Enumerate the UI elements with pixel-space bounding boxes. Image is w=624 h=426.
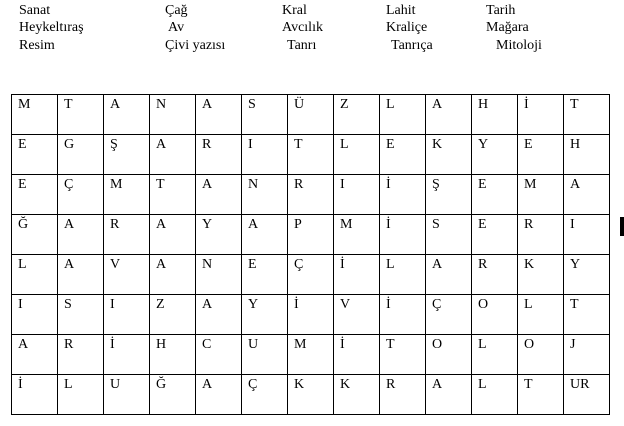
grid-row [12,375,610,415]
grid-cell-letter: N [202,257,213,272]
grid-cell-letter: A [64,217,75,232]
grid-cell-letter: A [202,177,213,192]
grid-cell-letter: U [248,337,259,352]
grid-cell [426,295,472,335]
grid-cell-letter: E [478,217,487,232]
grid-cell-letter: L [478,337,487,352]
grid-cell-letter: L [524,297,533,312]
grid-cell [150,335,196,375]
grid-row [12,135,610,175]
grid-cell [380,295,426,335]
grid-cell-letter: A [156,217,167,232]
grid-cell [150,215,196,255]
grid-cell [242,175,288,215]
word-list-item: Mitoloji [496,38,542,53]
grid-cell [58,255,104,295]
grid-cell-letter: A [432,377,443,392]
grid-cell [104,295,150,335]
grid-cell [334,375,380,415]
grid-cell-letter: R [478,257,488,272]
word-list-item: Tanrı [287,38,317,53]
grid-cell [564,95,610,135]
grid-cell-letter: A [110,97,121,112]
grid-cell [426,335,472,375]
grid-cell [150,95,196,135]
word-list-item: Tarih [486,3,516,18]
grid-cell-letter: Ç [64,177,74,192]
grid-cell-letter: L [18,257,27,272]
grid-cell [104,375,150,415]
grid-cell [12,255,58,295]
grid-cell-letter: I [340,177,345,192]
grid-cell-letter: Ş [432,177,440,192]
grid-cell-letter: A [64,257,75,272]
grid-cell [472,175,518,215]
grid-cell-letter: Y [570,257,581,272]
grid-cell-letter: R [202,137,212,152]
grid-cell-letter: A [18,337,29,352]
grid-cell [242,135,288,175]
grid-cell [150,295,196,335]
grid-cell [564,135,610,175]
grid-cell-letter: A [156,137,167,152]
grid-cell [12,135,58,175]
grid-cell-letter: E [18,177,27,192]
grid-cell [380,255,426,295]
grid-cell-letter: L [64,377,73,392]
grid-cell-letter: V [110,257,121,272]
grid-cell [58,215,104,255]
grid-cell-letter: E [478,177,487,192]
grid-cell [564,335,610,375]
edge-marker [620,217,624,236]
grid-cell [288,175,334,215]
grid-cell-letter: T [156,177,165,192]
grid-cell-letter: I [248,137,253,152]
grid-cell [12,335,58,375]
grid-cell-letter: Ğ [18,217,29,232]
grid-cell [472,255,518,295]
grid-cell [472,95,518,135]
grid-cell [196,375,242,415]
grid-cell-letter: L [386,257,395,272]
grid-cell-letter: O [432,337,443,352]
word-list-item: Kral [282,3,307,18]
grid-row [12,175,610,215]
word-list-item: Kraliçe [386,20,428,35]
grid-cell [334,135,380,175]
grid-cell-letter: G [64,137,75,152]
grid-cell-letter: İ [386,177,391,192]
grid-cell-letter: H [570,137,581,152]
grid-cell [334,255,380,295]
grid-cell [104,135,150,175]
grid-cell [196,215,242,255]
grid-cell-letter: İ [386,217,391,232]
grid-cell [518,335,564,375]
grid-cell [58,135,104,175]
grid-cell [518,375,564,415]
grid-cell-letter: A [432,97,443,112]
grid-cell [288,295,334,335]
grid-cell [196,255,242,295]
grid-cell [426,135,472,175]
grid-cell-letter: İ [524,97,529,112]
grid-cell [472,335,518,375]
word-list-item: Tanrıça [391,38,433,53]
grid-cell [518,135,564,175]
grid-cell-letter: İ [110,337,115,352]
grid-row [12,295,610,335]
grid-cell [58,175,104,215]
grid-cell-letter: H [478,97,489,112]
grid-cell-letter: S [64,297,72,312]
grid-cell-letter: A [202,377,213,392]
word-list-item: Çivi yazısı [165,38,226,53]
grid-cell [426,95,472,135]
grid-cell [518,175,564,215]
grid-cell [518,295,564,335]
grid-cell-letter: N [156,97,167,112]
grid-cell [334,175,380,215]
grid-cell [564,215,610,255]
grid-cell [472,215,518,255]
grid-cell [288,375,334,415]
grid-cell [12,375,58,415]
grid-cell [242,375,288,415]
grid-cell-letter: R [386,377,396,392]
grid-cell-letter: E [248,257,257,272]
grid-cell-letter: Ü [294,97,305,112]
grid-cell [380,215,426,255]
grid-cell [58,295,104,335]
grid-cell [334,215,380,255]
grid-cell [58,95,104,135]
grid-cell-letter: L [340,137,349,152]
grid-cell-letter: M [110,177,123,192]
word-list-item: Avcılık [282,20,323,35]
grid-cell-letter: M [294,337,307,352]
grid-cell [380,95,426,135]
grid-cell-letter: Ç [294,257,304,272]
grid-cell-letter: L [478,377,487,392]
grid-cell-letter: Y [478,137,489,152]
grid-cell-letter: R [110,217,120,232]
grid-cell [196,295,242,335]
grid-cell-letter: O [524,337,535,352]
grid-cell-letter: Y [248,297,259,312]
grid-cell-letter: K [340,377,351,392]
grid-cell-letter: M [18,97,31,112]
grid-cell-letter: Ş [110,137,118,152]
grid-cell-letter: A [248,217,259,232]
grid-row [12,255,610,295]
grid-cell-letter: M [524,177,537,192]
grid-cell [518,95,564,135]
grid-row [12,95,610,135]
grid-cell-letter: S [432,217,440,232]
grid-cell-letter: T [386,337,395,352]
grid-cell [150,175,196,215]
grid-cell [12,295,58,335]
grid-cell [564,255,610,295]
grid-row [12,335,610,375]
grid-cell-letter: I [570,217,575,232]
grid-cell-letter: Y [202,217,213,232]
grid-cell [426,175,472,215]
grid-cell-letter: C [202,337,212,352]
word-list-item: Resim [19,38,55,53]
grid-cell [334,95,380,135]
grid-cell [380,335,426,375]
grid-cell [196,95,242,135]
grid-cell [150,375,196,415]
grid-cell [426,215,472,255]
grid-cell [334,335,380,375]
grid-cell-letter: İ [340,257,345,272]
grid-cell [518,255,564,295]
grid-cell [472,375,518,415]
grid-cell [104,95,150,135]
grid-cell-letter: Z [156,297,165,312]
grid-cell [472,295,518,335]
grid-cell-letter: K [294,377,305,392]
grid-cell [242,335,288,375]
grid-cell [380,135,426,175]
grid-cell-letter: E [386,137,395,152]
grid-cell [380,175,426,215]
grid-cell [196,175,242,215]
grid-cell [564,175,610,215]
grid-cell [426,255,472,295]
grid-cell-letter: S [248,97,256,112]
grid-cell [104,175,150,215]
grid-cell-letter: Z [340,97,349,112]
grid-cell-letter: İ [294,297,299,312]
grid-cell [288,255,334,295]
grid-cell-letter: A [432,257,443,272]
grid-cell [426,375,472,415]
grid-cell [58,335,104,375]
grid-cell [58,375,104,415]
word-list-item: Çağ [165,3,188,18]
word-list [0,0,624,70]
grid-cell-letter: İ [386,297,391,312]
grid-cell-letter: Ç [248,377,258,392]
grid-cell [472,135,518,175]
grid-cell [564,295,610,335]
grid-cell [196,335,242,375]
grid-cell [288,95,334,135]
grid-cell-letter: A [202,297,213,312]
grid-cell-letter: Ğ [156,377,167,392]
grid-cell [242,215,288,255]
word-list-item: Sanat [19,3,51,18]
grid-cell-letter: T [64,97,73,112]
grid-cell-letter: T [294,137,303,152]
grid-cell-letter: N [248,177,259,192]
grid-cell-letter: M [340,217,353,232]
grid-cell [12,175,58,215]
grid-cell [380,375,426,415]
grid-cell [104,215,150,255]
grid-cell-letter: U [110,377,121,392]
word-list-item: Heykeltıraş [19,20,84,35]
grid-cell-letter: A [570,177,581,192]
grid-cell [12,95,58,135]
grid-cell-letter: UR [570,377,590,392]
grid-cell-letter: İ [340,337,345,352]
grid-cell [150,135,196,175]
grid-cell-letter: L [386,97,395,112]
grid-cell-letter: T [570,97,579,112]
grid-cell [242,255,288,295]
grid-cell-letter: İ [18,377,23,392]
grid-cell-letter: T [524,377,533,392]
grid-cell-letter: I [18,297,23,312]
grid-cell-letter: K [432,137,443,152]
grid-cell [12,215,58,255]
grid-cell-letter: V [340,297,351,312]
word-list-item: Lahit [386,3,416,18]
word-list-item: Mağara [486,20,529,35]
grid-cell [288,335,334,375]
grid-cell-letter: K [524,257,535,272]
grid-cell [104,335,150,375]
grid-cell-letter: R [64,337,74,352]
grid-cell [288,215,334,255]
grid-cell [564,375,610,415]
grid-cell [242,295,288,335]
grid-cell-letter: R [294,177,304,192]
grid-cell-letter: I [110,297,115,312]
grid-cell-letter: A [156,257,167,272]
grid-cell [518,215,564,255]
grid-row [12,215,610,255]
word-search-grid [11,94,610,415]
grid-cell [150,255,196,295]
grid-cell-letter: J [570,337,576,352]
grid-cell-letter: P [294,217,302,232]
grid-cell-letter: E [524,137,533,152]
grid-cell [104,255,150,295]
grid-cell [288,135,334,175]
grid-cell-letter: E [18,137,27,152]
grid-cell-letter: H [156,337,167,352]
grid-cell-letter: R [524,217,534,232]
grid-cell [334,295,380,335]
grid-cell-letter: T [570,297,579,312]
grid-cell-letter: O [478,297,489,312]
word-list-item: Av [168,20,185,35]
grid-cell [242,95,288,135]
grid-cell [196,135,242,175]
grid-cell-letter: A [202,97,213,112]
grid-cell-letter: Ç [432,297,442,312]
